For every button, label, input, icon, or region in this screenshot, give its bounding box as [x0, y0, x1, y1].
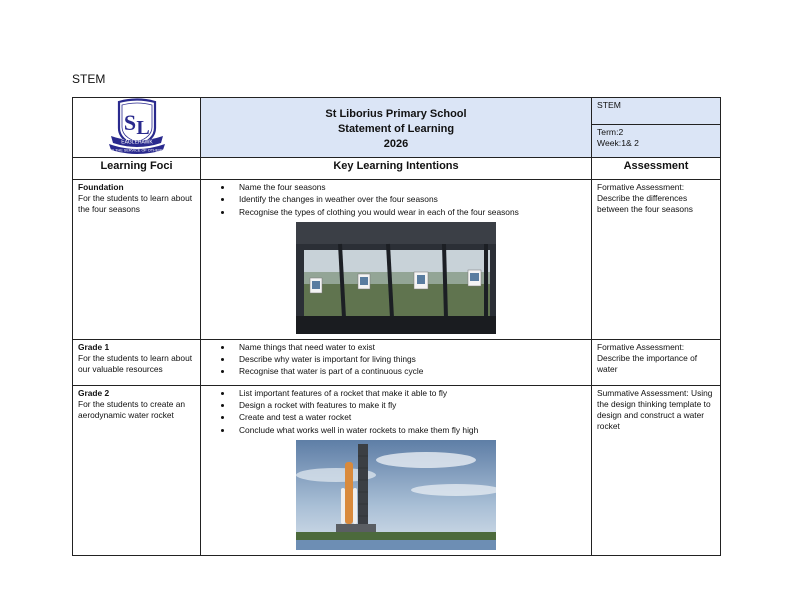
logo-banner-bottom-text: IN THE SERVICE OF OTHERS [109, 148, 164, 153]
list-item: • Name the four seasons [233, 182, 586, 193]
term-week-cell [592, 124, 721, 157]
list-item: • Describe why water is important for living things [233, 354, 586, 365]
list-item: • Conclude what works well in water rockets to make them fly high [233, 425, 586, 436]
list-item: • List important features of a rocket that make it able to fly [233, 388, 586, 399]
table-row [73, 339, 721, 385]
svg-text:S: S [123, 110, 136, 135]
intentions-cell [201, 385, 592, 555]
column-header-assessment: Assessment [592, 157, 721, 179]
subject-label-cell [592, 98, 721, 125]
focus-cell [73, 179, 201, 339]
list-item: • Design a rocket with features to make it fly [233, 400, 586, 411]
document-title: Statement of Learning [337, 123, 455, 136]
school-logo-cell [73, 98, 201, 158]
assessment-cell: Formative Assessment: Describe the differences between the four seasons [592, 179, 721, 339]
intentions-cell [201, 339, 592, 385]
school-logo [105, 98, 169, 154]
svg-text:L: L [135, 117, 150, 139]
assessment-cell: Formative Assessment: Describe the importance of water [592, 339, 721, 385]
classroom-window-photo [296, 222, 496, 334]
list-item: • Create and test a water rocket [233, 412, 586, 423]
document-subject: STEM [72, 72, 106, 86]
document-year: 2026 [383, 137, 409, 150]
column-header-intentions: Key Learning Intentions [201, 157, 592, 179]
column-header-foci: Learning Foci [73, 157, 201, 179]
assessment-cell: Summative Assessment: Using the design thinking template to design and construct a water rocket [592, 385, 721, 555]
subject-label: STEM [597, 100, 621, 110]
logo-banner-top-text: EAGLEHAWK [120, 139, 153, 146]
rocket-launchpad-photo [296, 440, 496, 550]
table-row [73, 179, 721, 339]
focus-cell [73, 385, 201, 555]
table-row [73, 385, 721, 555]
term-label: Term:2 [597, 126, 624, 137]
focus-cell [73, 339, 201, 385]
focus-text: For the students to create an aerodynamic water rocket [78, 398, 186, 420]
focus-text: For the students to learn about our valuable resources [78, 352, 193, 374]
week-label: Week:1& 2 [597, 138, 639, 149]
grade-name: Grade 1 [78, 341, 110, 352]
focus-text: For the students to learn about the four seasons [78, 192, 193, 214]
school-name: St Liborius Primary School [325, 108, 467, 121]
list-item: • Recognise the types of clothing you would wear in each of the four seasons [233, 207, 586, 218]
grade-name: Foundation [78, 181, 124, 192]
document-title-cell [201, 98, 592, 158]
grade-name: Grade 2 [78, 387, 110, 398]
statement-of-learning-table [72, 97, 721, 556]
list-item: • Recognise that water is part of a continuous cycle [233, 366, 586, 377]
intentions-cell [201, 179, 592, 339]
list-item: • Name things that need water to exist [233, 342, 586, 353]
list-item: • Identify the changes in weather over the four seasons [233, 194, 586, 205]
